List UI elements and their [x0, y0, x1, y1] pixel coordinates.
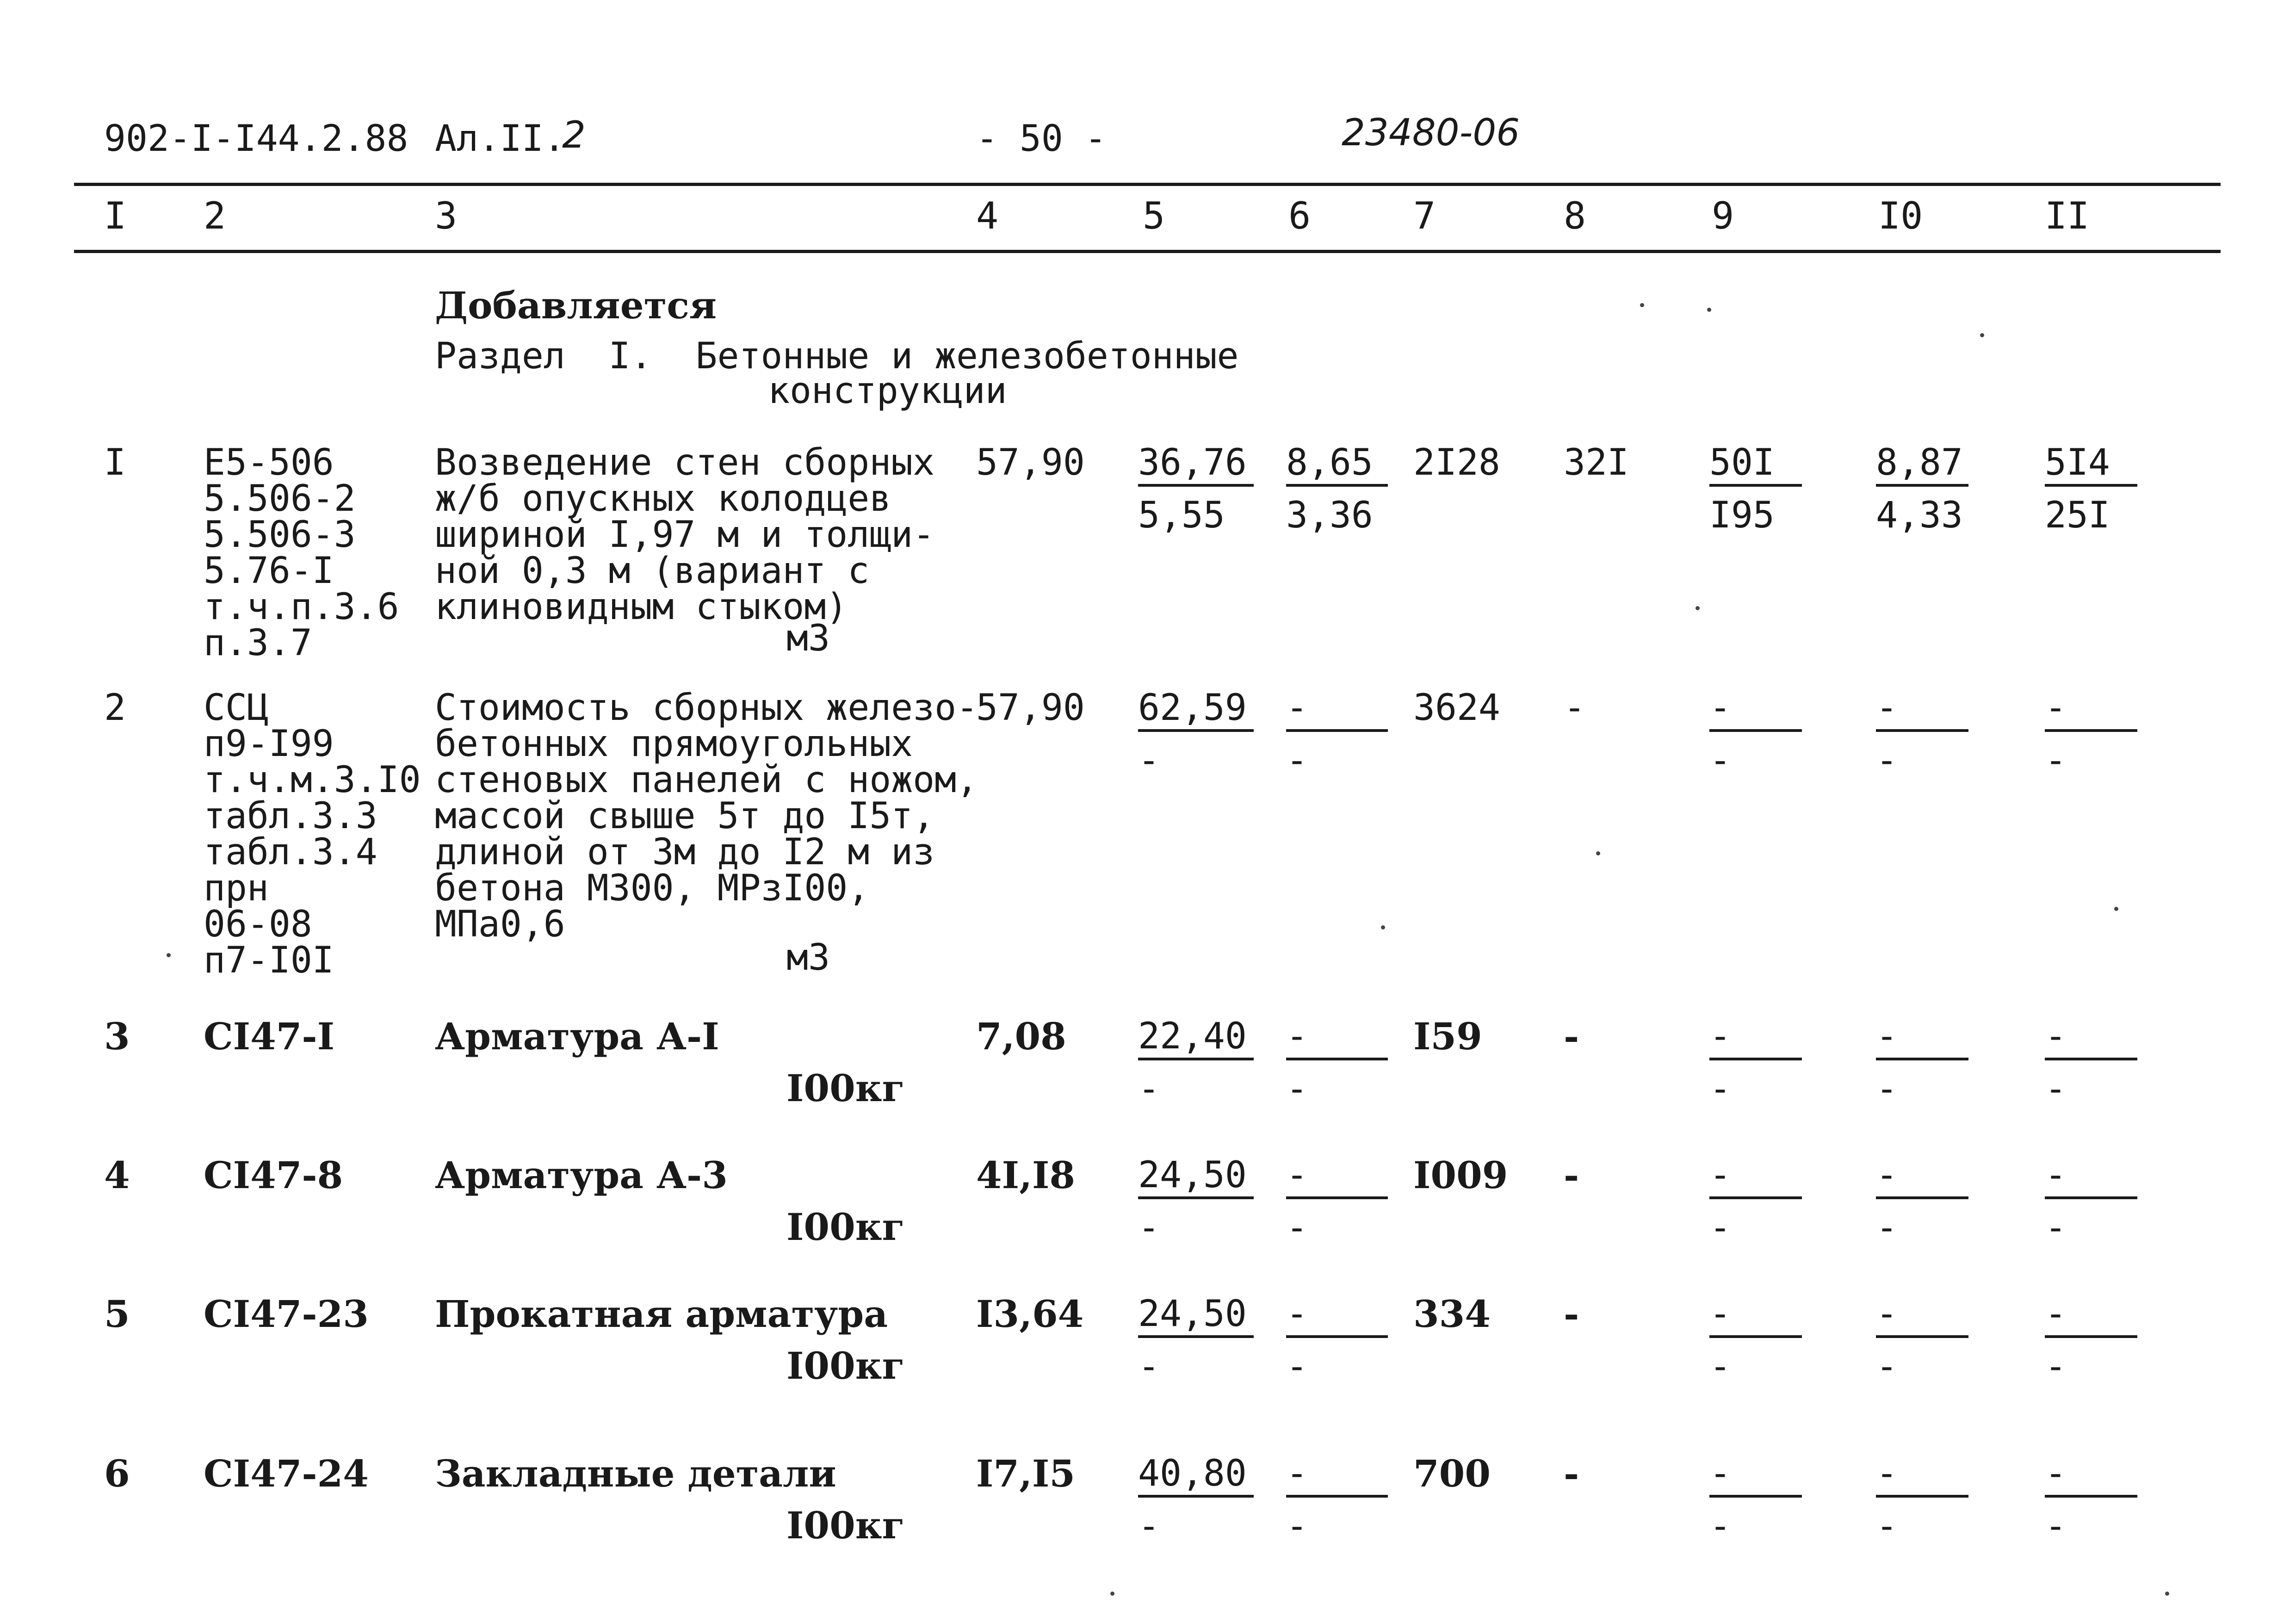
col9-value-top: 50I	[1709, 444, 1802, 487]
col-num-2: 2	[204, 194, 226, 237]
scan-speck	[1707, 308, 1711, 312]
col5-price-bottom: -	[1138, 1068, 1160, 1110]
col10-value	[1876, 1293, 1968, 1388]
col-num-1: I	[104, 194, 127, 237]
col4-quantity: 7,08	[976, 1015, 1066, 1058]
col4-quantity: 57,90	[976, 442, 1085, 483]
col5-price-bottom: -	[1138, 740, 1160, 781]
header-top-rule	[74, 183, 2221, 186]
col9-value-bottom: -	[1709, 1346, 1731, 1388]
row-code: CI47-24	[204, 1452, 369, 1495]
section-title-line1: Раздел I. Бетонные и железобетонные	[435, 335, 1239, 377]
col-num-8: 8	[1564, 194, 1586, 237]
col10-value-bottom: -	[1876, 1068, 1898, 1110]
row-unit: I00кг	[786, 1205, 905, 1249]
row-unit: I00кг	[786, 1066, 905, 1110]
col-num-4: 4	[976, 194, 999, 237]
row-description: Прокатная арматура	[435, 1292, 888, 1336]
row-description: Закладные детали	[435, 1452, 836, 1495]
col4-quantity: 4I,I8	[976, 1153, 1076, 1197]
row-code: п7-I0I	[204, 940, 334, 981]
col11-value-top: -	[2045, 1455, 2137, 1498]
col10-value	[1876, 444, 1968, 534]
col10-value-top: -	[1876, 1455, 1968, 1498]
scan-speck	[1110, 1592, 1114, 1596]
row-number: 3	[104, 1015, 130, 1058]
col11-value-top: -	[2045, 689, 2137, 732]
col9-value-bottom: -	[1709, 1505, 1731, 1547]
col6-price	[1286, 1018, 1388, 1108]
section-title-line2: конструкции	[768, 370, 1007, 412]
col6-price	[1286, 1154, 1388, 1249]
col7-total: 2I28	[1413, 442, 1500, 483]
col10-value	[1876, 1154, 1968, 1249]
col5-price	[1138, 689, 1254, 779]
col10-value-top: -	[1876, 1157, 1968, 1199]
col6-price	[1286, 1455, 1388, 1545]
col6-price-bottom: 3,36	[1286, 495, 1373, 536]
row-unit: I00кг	[786, 1504, 905, 1547]
col5-price-bottom: -	[1138, 1505, 1160, 1547]
row-code: 06-08	[204, 904, 312, 945]
col11-value-top: -	[2045, 1018, 2137, 1060]
col9-value	[1709, 444, 1802, 534]
col6-price-top: 8,65	[1286, 444, 1388, 487]
row-code: CI47-I	[204, 1015, 335, 1058]
scan-speck	[1980, 333, 1984, 337]
col10-value-bottom: -	[1876, 1207, 1898, 1249]
col11-value	[2045, 1018, 2137, 1108]
row-unit: м3	[786, 618, 830, 659]
col9-value-bottom: -	[1709, 1207, 1731, 1249]
row-code: т.ч.п.3.6	[204, 586, 399, 628]
col7-total: 700	[1413, 1452, 1491, 1495]
col11-value-bottom: -	[2045, 1068, 2067, 1110]
col-num-5: 5	[1143, 194, 1165, 237]
stamp-number: 23480-06	[1342, 111, 1520, 154]
col9-value-bottom: I95	[1709, 495, 1775, 536]
col-num-7: 7	[1413, 194, 1436, 237]
col-num-3: 3	[435, 194, 458, 237]
row-number: 6	[104, 1452, 130, 1495]
scan-speck	[1381, 925, 1385, 929]
col8-total: -	[1564, 687, 1585, 729]
col6-price-bottom: -	[1286, 740, 1308, 781]
col6-price-bottom: -	[1286, 1505, 1308, 1547]
col11-value-top: -	[2045, 1157, 2137, 1199]
row-code: CI47-23	[204, 1292, 369, 1336]
row-code: 5.506-3	[204, 514, 356, 556]
section-added: Добавляется	[435, 284, 717, 327]
col8-total: -	[1564, 1015, 1579, 1058]
col10-value-bottom: -	[1876, 1346, 1898, 1388]
col5-price-top: 62,59	[1138, 689, 1254, 732]
col9-value	[1709, 1455, 1802, 1545]
row-number: 4	[104, 1153, 130, 1197]
col6-price-bottom: -	[1286, 1207, 1308, 1249]
col11-value-top: 5I4	[2045, 444, 2137, 487]
row-code: п.3.7	[204, 622, 312, 664]
row-code: 5.76-I	[204, 550, 334, 592]
col5-price	[1138, 444, 1254, 534]
row-description: длиной от 3м до I2 м из	[435, 831, 935, 873]
row-unit: м3	[786, 937, 830, 979]
col6-price-top: -	[1286, 1018, 1388, 1060]
col4-quantity: I3,64	[976, 1292, 1084, 1336]
scan-speck	[167, 953, 171, 957]
row-description: МПа0,6	[435, 904, 565, 945]
col10-value-top: -	[1876, 689, 1968, 732]
col7-total: I009	[1413, 1153, 1508, 1197]
row-description: Арматура А-I	[435, 1015, 719, 1058]
col11-value	[2045, 1455, 2137, 1545]
col4-quantity: 57,90	[976, 687, 1085, 729]
row-description: бетонных прямоугольных	[435, 723, 913, 765]
row-code: п9-I99	[204, 723, 334, 765]
row-code: табл.3.3	[204, 795, 378, 837]
col5-price	[1138, 1455, 1254, 1545]
scan-speck	[2165, 1592, 2169, 1596]
col5-price-top: 22,40	[1138, 1018, 1254, 1060]
col6-price-top: -	[1286, 1295, 1388, 1338]
scan-speck	[1640, 303, 1644, 307]
row-code: ССЦ	[204, 687, 269, 729]
sheet-number-handwritten: 2	[562, 113, 586, 156]
col7-total: I59	[1413, 1015, 1482, 1058]
col7-total: 334	[1413, 1292, 1491, 1336]
row-code: прн	[204, 867, 269, 909]
col5-price	[1138, 1018, 1254, 1108]
header-bottom-rule	[74, 250, 2221, 253]
col9-value	[1709, 689, 1802, 779]
col6-price-top: -	[1286, 1157, 1388, 1199]
col10-value-bottom: -	[1876, 740, 1898, 781]
row-description: бетона М300, МРзI00,	[435, 867, 870, 909]
col-num-11: II	[2045, 194, 2090, 237]
col9-value	[1709, 1154, 1802, 1249]
row-number: 2	[104, 687, 126, 729]
row-description: ж/б опускных колодцев	[435, 478, 891, 520]
col5-price	[1138, 1293, 1254, 1388]
page-number: - 50 -	[976, 118, 1107, 160]
col9-value-bottom: -	[1709, 1068, 1731, 1110]
col6-price	[1286, 1293, 1388, 1388]
scan-speck	[1596, 851, 1600, 855]
col6-price-bottom: -	[1286, 1346, 1308, 1388]
row-code: т.ч.м.3.I0	[204, 759, 421, 801]
col10-value-top: 8,87	[1876, 444, 1968, 487]
col-num-6: 6	[1288, 194, 1311, 237]
col8-total: -	[1564, 1292, 1579, 1336]
col9-value-top: -	[1709, 1455, 1802, 1498]
sheet-label: Ал.II.	[435, 118, 565, 160]
row-description: Арматура А-3	[435, 1153, 728, 1197]
col10-value-top: -	[1876, 1018, 1968, 1060]
col-num-10: I0	[1878, 194, 1923, 237]
row-description: ной 0,3 м (вариант с	[435, 550, 870, 592]
row-number: I	[104, 442, 126, 483]
col10-value	[1876, 689, 1968, 779]
col11-value-bottom: -	[2045, 1207, 2067, 1249]
row-description: массой свыше 5т до I5т,	[435, 795, 935, 837]
col6-price	[1286, 444, 1388, 534]
col10-value-top: -	[1876, 1295, 1968, 1338]
col9-value-top: -	[1709, 1018, 1802, 1060]
col5-price-top: 24,50	[1138, 1295, 1254, 1338]
col11-value-bottom: 25I	[2045, 495, 2110, 536]
col9-value	[1709, 1018, 1802, 1108]
row-unit: I00кг	[786, 1344, 905, 1388]
col11-value	[2045, 1154, 2137, 1249]
row-number: 5	[104, 1292, 130, 1336]
col9-value	[1709, 1293, 1802, 1388]
row-description: шириной I,97 м и толщи-	[435, 514, 935, 556]
col8-total: 32I	[1564, 442, 1629, 483]
row-description: Возведение стен сборных	[435, 442, 935, 483]
col5-price-top: 36,76	[1138, 444, 1254, 487]
col11-value	[2045, 444, 2137, 534]
col11-value	[2045, 689, 2137, 779]
col11-value-top: -	[2045, 1295, 2137, 1338]
col10-value	[1876, 1018, 1968, 1108]
row-description: стеновых панелей с ножом,	[435, 759, 978, 801]
doc-code: 902-I-I44.2.88	[104, 118, 408, 160]
col5-price-top: 24,50	[1138, 1157, 1254, 1199]
col10-value-bottom: -	[1876, 1505, 1898, 1547]
scan-speck	[2114, 907, 2118, 911]
col6-price	[1286, 689, 1388, 779]
col8-total: -	[1564, 1452, 1579, 1495]
scan-speck	[1696, 606, 1700, 610]
col5-price-bottom: -	[1138, 1207, 1160, 1249]
col10-value-bottom: 4,33	[1876, 495, 1963, 536]
col9-value-top: -	[1709, 1295, 1802, 1338]
row-code: CI47-8	[204, 1153, 343, 1197]
row-description: Стоимость сборных железо-	[435, 687, 978, 729]
col8-total: -	[1564, 1153, 1579, 1197]
col6-price-top: -	[1286, 689, 1388, 732]
col9-value-bottom: -	[1709, 740, 1731, 781]
col5-price	[1138, 1154, 1254, 1249]
col5-price-top: 40,80	[1138, 1455, 1254, 1498]
row-code: 5.506-2	[204, 478, 356, 520]
col-num-9: 9	[1712, 194, 1734, 237]
col11-value-bottom: -	[2045, 1346, 2067, 1388]
row-code: E5-506	[204, 442, 334, 483]
col11-value-bottom: -	[2045, 1505, 2067, 1547]
col10-value	[1876, 1455, 1968, 1545]
col11-value	[2045, 1293, 2137, 1388]
col5-price-bottom: -	[1138, 1346, 1160, 1388]
col6-price-bottom: -	[1286, 1068, 1308, 1110]
col11-value-bottom: -	[2045, 740, 2067, 781]
col5-price-bottom: 5,55	[1138, 495, 1225, 536]
col9-value-top: -	[1709, 1157, 1802, 1199]
row-code: табл.3.4	[204, 831, 378, 873]
row-description: клиновидным стыком)	[435, 586, 848, 628]
col9-value-top: -	[1709, 689, 1802, 732]
col6-price-top: -	[1286, 1455, 1388, 1498]
col7-total: 3624	[1413, 687, 1500, 729]
col4-quantity: I7,I5	[976, 1452, 1076, 1495]
